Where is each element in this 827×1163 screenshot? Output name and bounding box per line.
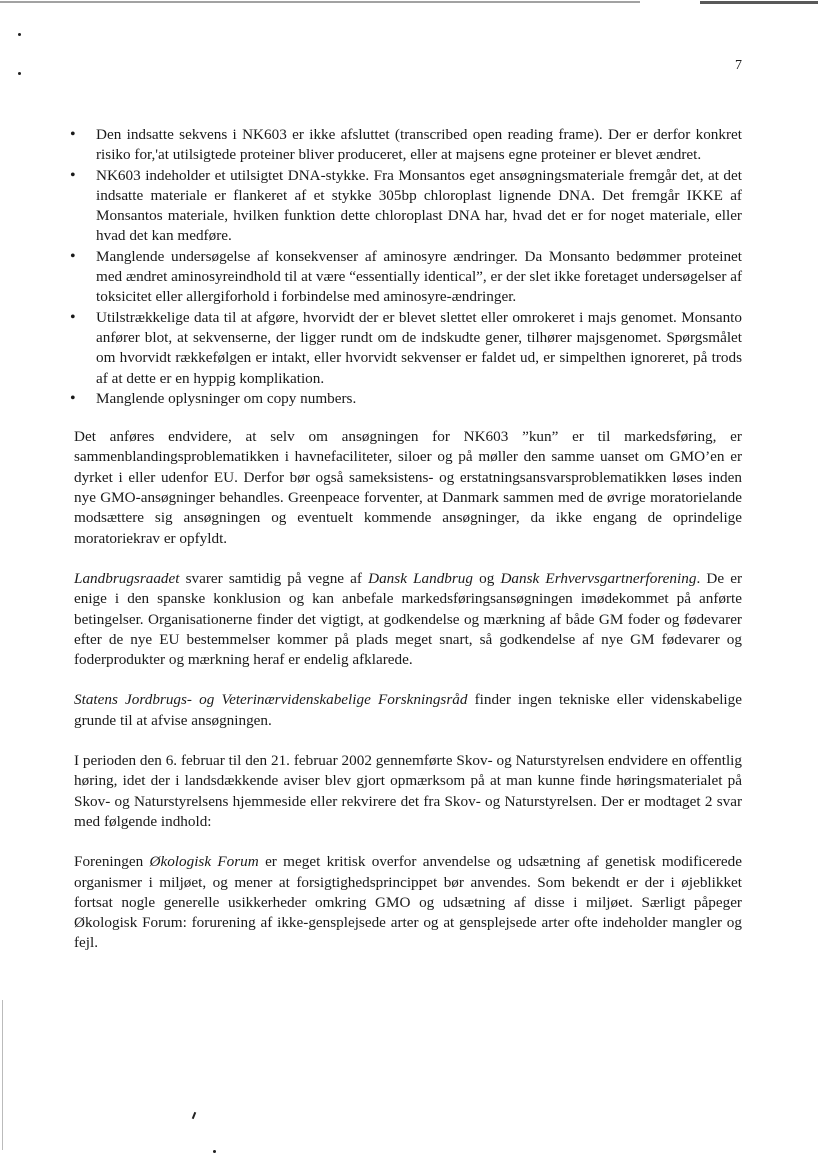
- list-item: • NK603 indeholder et utilsigtet DNA-stykke. Fra Monsantos eget ansøgningsmateriale fremgår det, at det indsatte materiale er flankeret af et stykke 305bp chloroplast lignende DNA. Det fremgår IKKE af Monsantos materiale, hvilken funktion dette chloroplast DNA har, hvad det er for noget materiale, eller hvad det kan medføre.: [74, 166, 742, 247]
- scan-speck: [18, 72, 21, 75]
- list-item: • Manglende undersøgelse af konsekvenser af aminosyre ændringer. Da Monsanto bedømmer proteinet med ændret aminosyreindhold til at være “essentially identical”, er der slet ikke foretaget undersøgelser af toksicitet eller allergiforhold i forbindelse med aminosyre-ændringer.: [74, 247, 742, 308]
- paragraph-text: er meget kritisk overfor anvendelse og udsætning af genetisk modificerede organismer i miljøet, og mener at forsigtighedsprincippet bør anvendes. Som bekendt er der i øjeblikket fortsat nogle generelle usikkerheder omkring GMO og udsætning af disse i miljøet. Særligt påpeger Økologisk Forum: forurening af ikke-gensplejsede arter og at gensplejsede arter ofte indeholder mangler og fejl.: [74, 853, 742, 952]
- paragraph: [74, 852, 742, 953]
- scan-speck: [18, 33, 21, 36]
- list-item: • Utilstrækkelige data til at afgøre, hvorvidt der er blevet slettet eller omrokeret i majs genomet. Monsanto anfører blot, at sekvenserne, der ligger rundt om de indskudte gener, tilhører majsgenomet. Spørgsmålet om hvorvidt rækkefølgen er intakt, eller hvorvidt sekvenser er faldet ud, er simpelthen ignoreret, på trods af at dette er en hyppig komplikation.: [74, 308, 742, 389]
- paragraph-text: Foreningen: [74, 853, 150, 871]
- organization-name: Dansk Landbrug: [368, 569, 473, 587]
- scan-speck: [213, 1150, 216, 1153]
- scan-edge-shadow: [2, 1000, 3, 1150]
- organization-name: Landbrugsraadet: [74, 569, 180, 587]
- organization-name: Økologisk Forum: [149, 853, 259, 871]
- scan-top-edge: [0, 0, 827, 5]
- paragraph-text: finder ingen tekniske eller videnskabelige grunde til at afvise ansøgningen.: [74, 691, 742, 729]
- organization-name: Dansk Erhvervsgartnerforening: [500, 569, 697, 587]
- paragraph: Det anføres endvidere, at selv om ansøgningen for NK603 ”kun” er til markedsføring, er sammenblandingsproblematikken i havnefaciliteter, siloer og på møller den samme uanset om GMO’en er dyrket i eller udenfor EU. Derfor bør også sameksistens- og erstatningsansvarsproblematikken løses inden nye GMO-ansøgninger behandles. Greenpeace forventer, at Danmark sammen med de øvrige moratorielande modsættere sig ansøgningen og eventuelt kommende ansøgninger, da ikke engang de oprindelige moratoriekrav er opfyldt.: [74, 428, 742, 547]
- list-item: • Den indsatte sekvens i NK603 er ikke afsluttet (transcribed open reading frame). Der er derfor konkret risiko for,'at utilsigtede proteiner bliver produceret, eller at majsens egne proteiner er blevet ændret.: [74, 125, 742, 166]
- paragraph: [74, 690, 742, 731]
- scan-artifact-line: [700, 1, 818, 4]
- scan-speck: [192, 1112, 196, 1119]
- paragraph: I perioden den 6. februar til den 21. februar 2002 gennemførte Skov- og Naturstyrelsen endvidere en offentlig høring, idet der i landsdækkende aviser blev gjort opmærksom på at man kunne finde høringsmaterialet på Skov- og Naturstyrelsens hjemmeside eller rekvirere det fra Skov- og Naturstyrelsen. Der er modtaget 2 svar med følgende indhold:: [74, 752, 742, 830]
- organization-name: Statens Jordbrugs- og Veterinærvidenskabelige Forskningsråd: [74, 691, 468, 709]
- scan-artifact-line: [0, 1, 640, 3]
- paragraph-text: svarer samtidig på vegne af: [179, 569, 369, 587]
- paragraph-text: . De er enige i den spanske konklusion og kan anbefale markedsføringsansøgningen imødekommet på anførte betingelser. Organisationerne finder det vigtigt, at godkendelse og mærkning af både GM foder og fødevarer efter de nye EU bestemmelser kommer på plads meget snart, så godkendelse af nye GM fødevarer og foderprodukter og mærkning heraf er endelig afklarede.: [74, 569, 743, 669]
- paragraph: [74, 569, 742, 670]
- paragraph-text: og: [473, 569, 501, 587]
- objection-list: [74, 125, 742, 409]
- document-body: [74, 125, 742, 954]
- list-item: • Manglende oplysninger om copy numbers.: [74, 389, 742, 409]
- page-number: 7: [735, 58, 742, 73]
